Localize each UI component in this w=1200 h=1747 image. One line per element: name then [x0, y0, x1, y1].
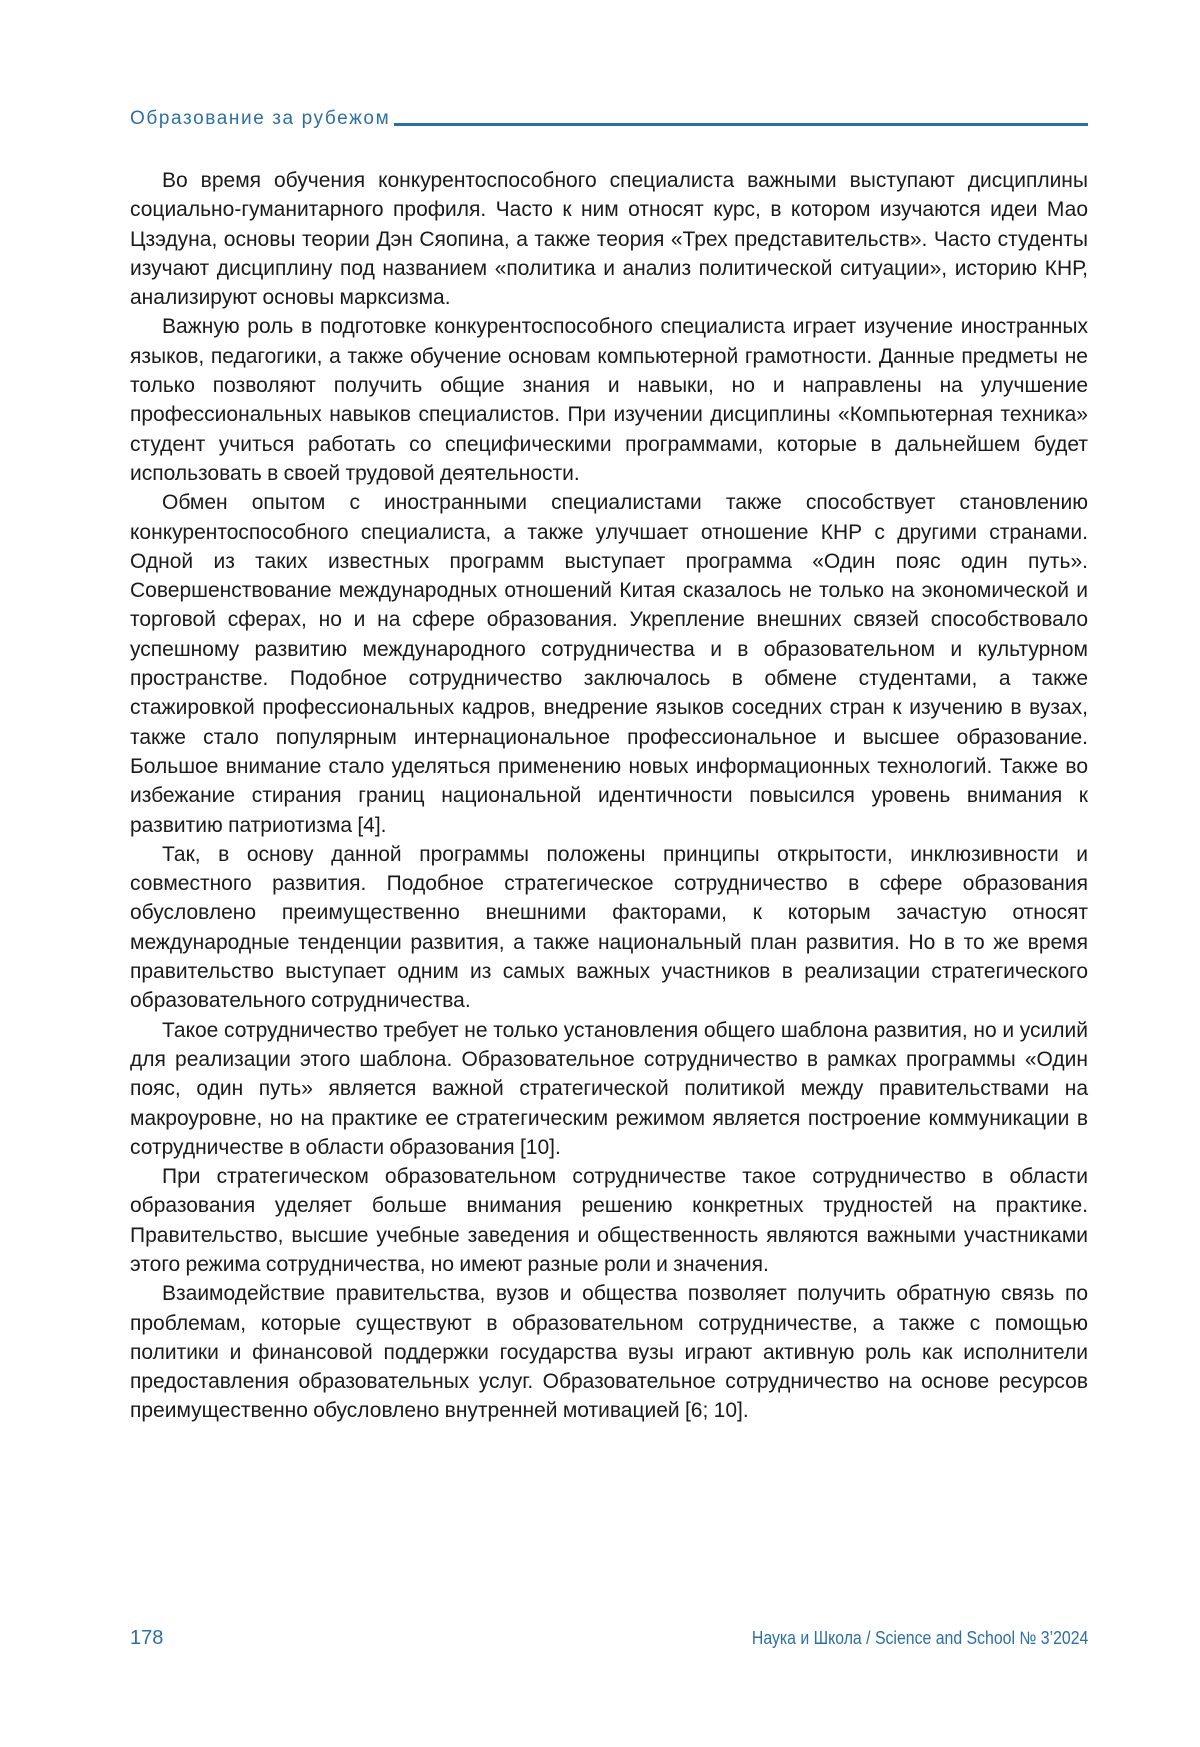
running-head	[130, 104, 1088, 130]
paragraph-6: При стратегическом образовательном сотрудничестве такое сотрудничество в области образования уделяет больше внимания решению конкретных трудностей на практике. Правительство, высшие учебные заведения и общественность являются важными участниками этого режима сотрудничества, но имеют разные роли и значения.	[130, 1165, 1088, 1276]
section-title: Образование за рубежом	[130, 108, 391, 129]
paragraph-1: Во время обучения конкурентоспособного специалиста важными выступают дисциплины социально-гуманитарного профиля. Часто к ним относят курс, в котором изучаются идеи Мао Цзэдуна, основы теории Дэн Сяопина, а также теория «Трех представительств». Часто студенты изучают дисциплину под названием «политика и анализ политической ситуации», историю КНР, анализируют основы марксизма.	[130, 169, 1088, 310]
paragraph-3: Обмен опытом с иностранными специалистами также способствует становлению конкурентоспособного специалиста, а также улучшает отношение КНР с другими странами. Одной из таких известных программ выступает программа «Один пояс один путь». Совершенствование международных отношений Китая сказалось не только на экономической и торговой сферах, но и на сфере образования. Укрепление внешних связей способствовало успешному развитию международного сотрудничества и в образовательном и культурном пространстве. Подобное сотрудничество заключалось в обмене студентами, а также стажировкой профессиональных кадров, внедрение языков соседних стран к изучению в вузах, также стало популярным интернациональное профессиональное и высшее образование. Большое внимание стало уделяться применению новых информационных технологий. Также во избежание стирания границ национальной идентичности повысился уровень внимания к развитию патриотизма [4].	[130, 491, 1088, 837]
paragraph-7: Взаимодействие правительства, вузов и общества позволяет получить обратную связь по проблемам, которые существуют в образовательном сотрудничестве, а также с помощью политики и финансовой поддержки государства вузы играют активную роль как исполнители предоставления образовательных услуг. Образовательное сотрудничество на основе ресурсов преимущественно обусловлено внутренней мотивацией [6; 10].	[130, 1282, 1088, 1423]
article-body	[130, 166, 1088, 1426]
page-number: 178	[130, 1626, 164, 1649]
paragraph-5: Такое сотрудничество требует не только установления общего шаблона развития, но и усилий для реализации этого шаблона. Образовательное сотрудничество в рамках программы «Один пояс, один путь» является важной стратегической политикой между правительствами на макроуровне, но на практике ее стратегическим режимом является построение коммуникации в сотрудничестве в области образования [10].	[130, 1018, 1088, 1159]
paragraph-4: Так, в основу данной программы положены принципы открытости, инклюзивности и совместного развития. Подобное стратегическое сотрудничество в сфере образования обусловлено преимущественно внешними факторами, к которым зачастую относят международные тенденции развития, а также национальный план развития. Но в то же время правительство выступает одним из самых важных участников в реализации стратегического образовательного сотрудничества.	[130, 842, 1088, 1013]
page-footer	[130, 1624, 1088, 1652]
journal-name: Наука и Школа / Science and School № 3’2024	[751, 1627, 1088, 1648]
header-rule	[394, 123, 1088, 126]
paragraph-2: Важную роль в подготовке конкурентоспособного специалиста играет изучение иностранных языков, педагогики, а также обучение основам компьютерной грамотности. Данные предметы не только позволяют получить общие знания и навыки, но и направлены на улучшение профессиональных навыков специалистов. При изучении дисциплины «Компьютерная техника» студент учиться работать со специфическими программами, которые в дальнейшем будет использовать в своей трудовой деятельности.	[130, 315, 1088, 485]
